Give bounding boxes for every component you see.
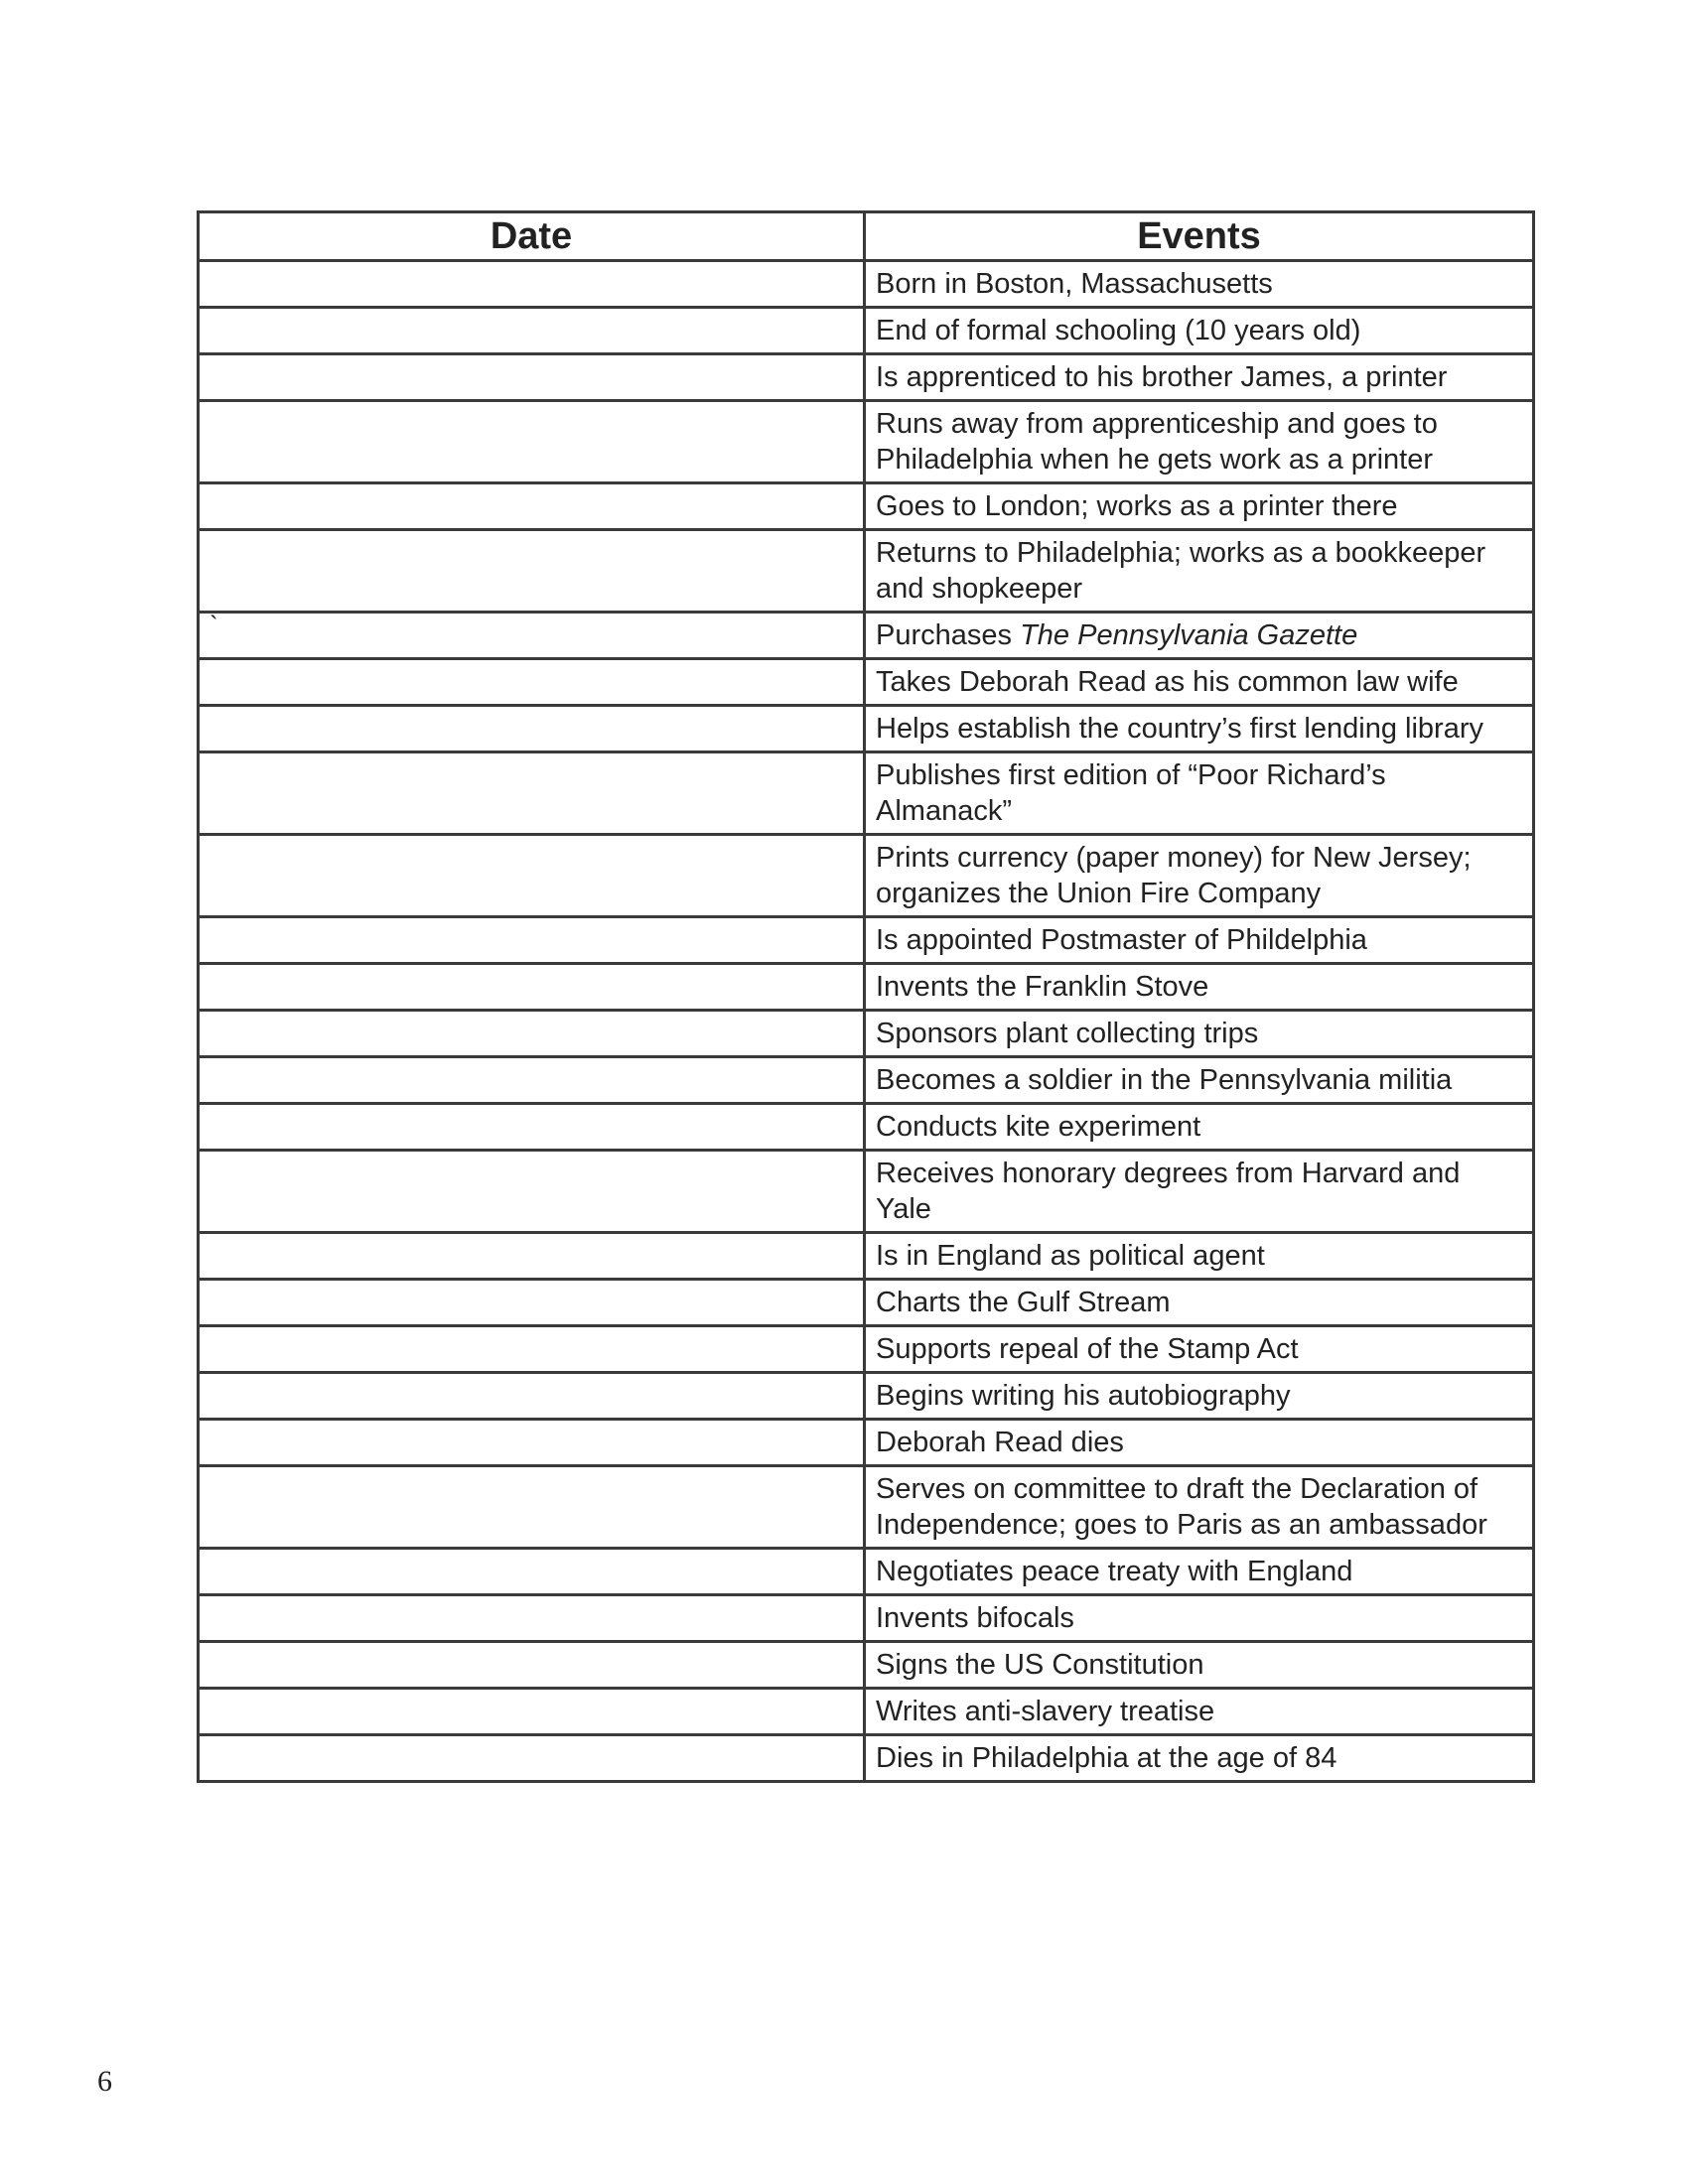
table-row [199,354,1534,401]
table-row [199,308,1534,354]
date-cell[interactable] [199,835,865,917]
date-cell[interactable] [199,1151,865,1233]
table-row [199,964,1534,1011]
date-cell[interactable] [199,1326,865,1373]
event-cell: Supports repeal of the Stamp Act [865,1326,1534,1373]
date-cell[interactable] [199,1689,865,1735]
event-cell: Dies in Philadelphia at the age of 84 [865,1735,1534,1782]
event-cell: Helps establish the country’s first lending library [865,706,1534,752]
event-cell: Conducts kite experiment [865,1104,1534,1151]
event-cell: Is in England as political agent [865,1233,1534,1280]
date-cell[interactable] [199,613,865,659]
table-row [199,1689,1534,1735]
event-cell: Returns to Philadelphia; works as a bookkeeper and shopkeeper [865,530,1534,613]
event-cell [865,613,1534,659]
table-row [199,530,1534,613]
table-row [199,261,1534,308]
event-text: Purchases [876,619,1021,651]
timeline-table [197,210,1535,1783]
table-row [199,706,1534,752]
event-cell: End of formal schooling (10 years old) [865,308,1534,354]
date-cell[interactable] [199,354,865,401]
event-cell: Begins writing his autobiography [865,1373,1534,1420]
date-cell[interactable] [199,1011,865,1057]
table-row [199,1735,1534,1782]
page-number: 6 [97,2065,112,2098]
table-row [199,1373,1534,1420]
date-cell[interactable] [199,530,865,613]
table-row [199,752,1534,835]
date-cell[interactable] [199,1104,865,1151]
event-cell: Serves on committee to draft the Declaration of Independence; goes to Paris as an ambassador [865,1466,1534,1549]
date-cell[interactable] [199,1642,865,1689]
header-row [199,212,1534,261]
newspaper-title: The Pennsylvania Gazette [1020,619,1358,651]
event-cell: Runs away from apprenticeship and goes to Philadelphia when he gets work as a printer [865,401,1534,483]
date-cell[interactable] [199,752,865,835]
date-cell[interactable] [199,483,865,530]
event-cell: Invents the Franklin Stove [865,964,1534,1011]
event-cell: Deborah Read dies [865,1420,1534,1466]
event-cell: Publishes first edition of “Poor Richard’s Almanack” [865,752,1534,835]
date-cell[interactable] [199,261,865,308]
table-row [199,1057,1534,1104]
table-row [199,1549,1534,1595]
stray-mark: ` [210,611,218,640]
date-cell[interactable] [199,1057,865,1104]
event-cell: Invents bifocals [865,1595,1534,1642]
date-cell[interactable] [199,1466,865,1549]
table-row [199,1233,1534,1280]
table-row [199,401,1534,483]
date-cell[interactable] [199,1373,865,1420]
table-row [199,1642,1534,1689]
event-cell: Is appointed Postmaster of Phildelphia [865,917,1534,964]
table-row [199,1466,1534,1549]
table-row [199,483,1534,530]
date-cell[interactable] [199,1420,865,1466]
event-cell: Negotiates peace treaty with England [865,1549,1534,1595]
event-cell: Charts the Gulf Stream [865,1280,1534,1326]
date-cell[interactable] [199,964,865,1011]
date-cell[interactable] [199,706,865,752]
table-row [199,1011,1534,1057]
date-cell[interactable] [199,1280,865,1326]
events-header: Events [865,212,1534,261]
event-cell: Goes to London; works as a printer there [865,483,1534,530]
table-row [199,1104,1534,1151]
table-row [199,1420,1534,1466]
table-row [199,917,1534,964]
date-cell[interactable] [199,1549,865,1595]
table-row [199,835,1534,917]
date-cell[interactable] [199,917,865,964]
date-cell[interactable] [199,1595,865,1642]
event-cell: Prints currency (paper money) for New Jersey; organizes the Union Fire Company [865,835,1534,917]
event-cell: Writes anti-slavery treatise [865,1689,1534,1735]
table-row [199,1280,1534,1326]
table-row [199,1595,1534,1642]
table-row [199,1326,1534,1373]
event-cell: Signs the US Constitution [865,1642,1534,1689]
table-row [199,613,1534,659]
event-cell: Sponsors plant collecting trips [865,1011,1534,1057]
date-cell[interactable] [199,659,865,706]
event-cell: Receives honorary degrees from Harvard and Yale [865,1151,1534,1233]
date-cell[interactable] [199,1735,865,1782]
event-cell: Becomes a soldier in the Pennsylvania militia [865,1057,1534,1104]
date-cell[interactable] [199,1233,865,1280]
event-cell: Is apprenticed to his brother James, a printer [865,354,1534,401]
date-cell[interactable] [199,401,865,483]
date-header: Date [199,212,865,261]
event-cell: Born in Boston, Massachusetts [865,261,1534,308]
date-cell[interactable] [199,308,865,354]
table-row [199,659,1534,706]
event-cell: Takes Deborah Read as his common law wife [865,659,1534,706]
table-row [199,1151,1534,1233]
